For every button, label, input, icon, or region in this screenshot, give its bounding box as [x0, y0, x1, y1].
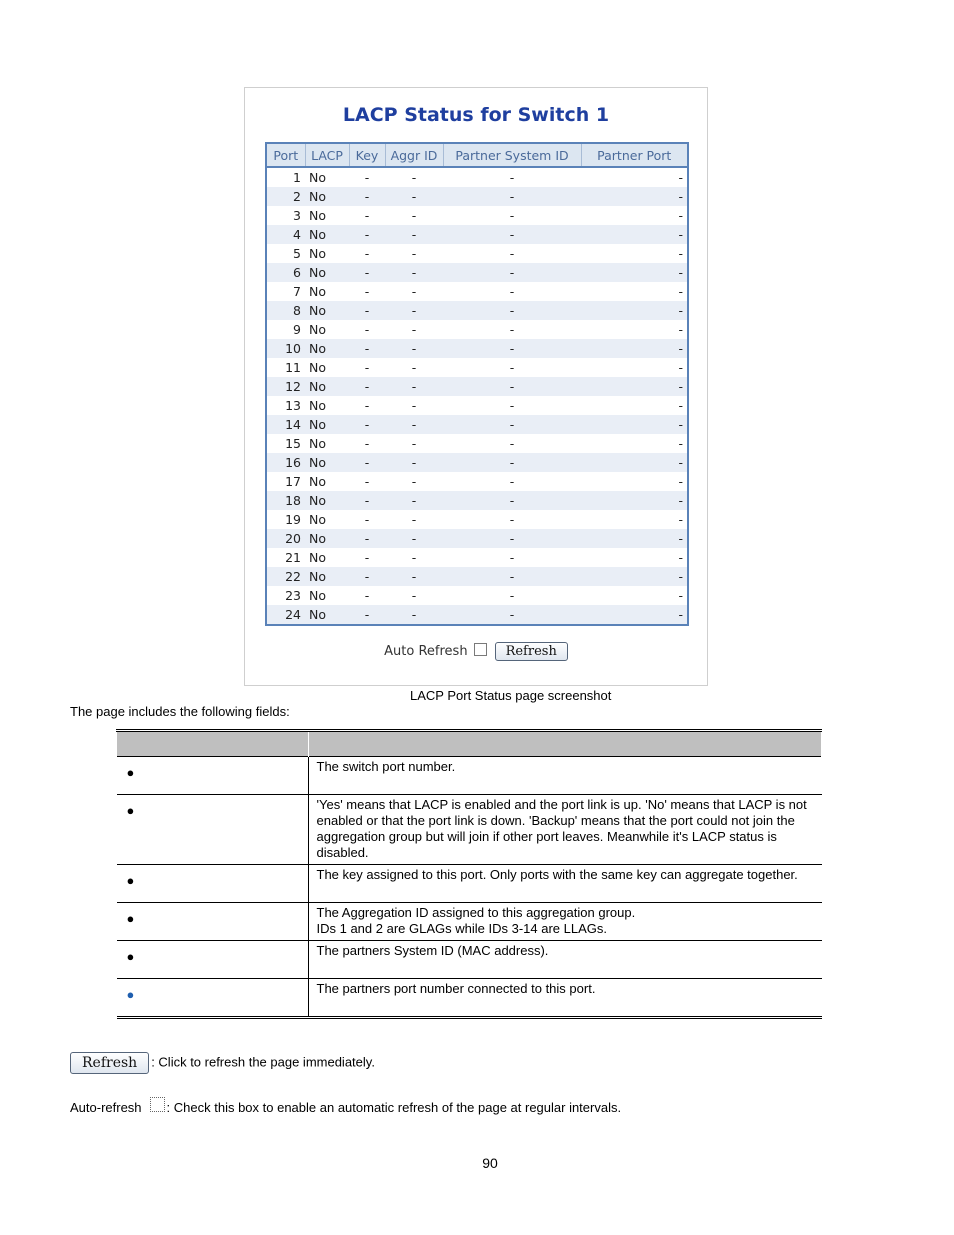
partner-port-cell: - [581, 339, 688, 358]
key-cell: - [349, 225, 385, 244]
partner-port-cell: - [678, 208, 683, 223]
field-row [117, 795, 822, 865]
table-row [266, 491, 688, 510]
port-cell: 14 [266, 415, 305, 434]
table-row [266, 167, 688, 187]
fields-header-object [117, 731, 309, 757]
partner-system-id-cell: - [443, 225, 581, 244]
port-cell: 11 [285, 360, 301, 375]
table-row [266, 605, 688, 625]
field-description: The switch port number. [308, 757, 822, 795]
key-cell: - [364, 322, 370, 337]
port-cell: 22 [266, 567, 305, 586]
lacp-cell: No [309, 208, 326, 223]
port-cell: 15 [285, 436, 301, 451]
key-cell: - [349, 529, 385, 548]
table-row [266, 187, 688, 206]
field-row [117, 979, 822, 1018]
auto-refresh-help-checkbox[interactable] [150, 1097, 165, 1112]
key-cell: - [349, 377, 385, 396]
aggr-id-cell: - [411, 512, 417, 527]
key-cell: - [349, 605, 385, 625]
key-cell: - [364, 360, 370, 375]
table-row [266, 358, 688, 377]
table-row [266, 263, 688, 282]
auto-refresh-help [70, 1100, 621, 1116]
aggr-id-cell: - [385, 301, 443, 320]
aggr-id-cell: - [411, 246, 417, 261]
table-row [266, 339, 688, 358]
aggr-id-cell: - [385, 377, 443, 396]
partner-port-cell: - [678, 170, 683, 185]
aggr-id-cell: - [411, 398, 417, 413]
aggr-id-cell: - [411, 436, 417, 451]
table-row [266, 206, 688, 225]
aggr-id-cell: - [411, 474, 417, 489]
partner-port-cell: - [581, 301, 688, 320]
partner-system-id-cell: - [443, 301, 581, 320]
lacp-cell: No [305, 415, 349, 434]
lacp-cell: No [309, 322, 326, 337]
aggr-id-cell: - [411, 550, 417, 565]
partner-system-id-cell: - [443, 415, 581, 434]
aggr-id-cell: - [385, 187, 443, 206]
field-description: 'Yes' means that LACP is enabled and the port link is up. 'No' means that LACP is not enabled or that the port link is down. 'Backup' means that the port could not join the aggregation group but will join if other port leaves. Meanwhile it's LACP status is disabled. [308, 795, 822, 865]
auto-refresh-label: Auto Refresh [384, 644, 468, 659]
screenshot-title: LACP Status for Switch 1 [342, 104, 610, 126]
key-cell: - [349, 415, 385, 434]
table-row [266, 453, 688, 472]
partner-system-id-cell: - [443, 491, 581, 510]
port-cell: 17 [285, 474, 301, 489]
port-cell: 5 [293, 246, 301, 261]
auto-refresh-help-label: Auto-refresh [70, 1100, 142, 1115]
fields-header [117, 731, 822, 757]
key-cell: - [364, 170, 370, 185]
partner-system-id-cell: - [443, 605, 581, 625]
refresh-help [70, 1052, 375, 1074]
table-row [266, 510, 688, 529]
key-cell: - [364, 588, 370, 603]
refresh-help-text: : Click to refresh the page immediately. [151, 1054, 375, 1070]
field-row [117, 757, 822, 795]
key-cell: - [364, 208, 370, 223]
partner-port-cell: - [678, 398, 683, 413]
port-cell: 3 [293, 208, 301, 223]
aggr-id-cell: - [411, 208, 417, 223]
key-cell: - [349, 453, 385, 472]
table-row [266, 396, 688, 415]
field-row [117, 865, 822, 903]
table-row [266, 586, 688, 605]
auto-refresh-help-text: : Check this box to enable an automatic refresh of the page at regular intervals. [166, 1100, 622, 1115]
field-description: The key assigned to this port. Only ports with the same key can aggregate together. [308, 865, 822, 903]
partner-port-cell: - [678, 474, 683, 489]
field-row [117, 903, 822, 941]
table-row [266, 244, 688, 263]
partner-system-id-cell: - [509, 246, 515, 261]
bullet-icon: ● [126, 765, 135, 780]
table-row [266, 225, 688, 244]
lacp-cell: No [305, 225, 349, 244]
port-cell: 7 [293, 284, 301, 299]
partner-port-cell: - [581, 377, 688, 396]
lacp-cell: No [309, 588, 326, 603]
aggr-id-cell: - [385, 529, 443, 548]
field-row [117, 941, 822, 979]
port-cell: 20 [266, 529, 305, 548]
lacp-cell: No [305, 263, 349, 282]
bullet-icon: ● [126, 949, 135, 964]
port-cell: 12 [266, 377, 305, 396]
aggr-id-cell: - [411, 170, 417, 185]
lacp-cell: No [309, 360, 326, 375]
refresh-help-button[interactable]: Refresh [70, 1052, 149, 1074]
lacp-cell: No [305, 339, 349, 358]
lacp-cell: No [305, 529, 349, 548]
col-partner-system-id: Partner System ID [443, 143, 581, 167]
partner-port-cell: - [581, 225, 688, 244]
partner-port-cell: - [678, 512, 683, 527]
key-cell: - [364, 436, 370, 451]
aggr-id-cell: - [385, 339, 443, 358]
partner-system-id-cell: - [509, 360, 515, 375]
aggr-id-cell: - [385, 263, 443, 282]
port-cell: 21 [285, 550, 301, 565]
partner-system-id-cell: - [443, 187, 581, 206]
table-row [266, 301, 688, 320]
partner-system-id-cell: - [509, 512, 515, 527]
table-row [266, 320, 688, 339]
aggr-id-cell: - [385, 491, 443, 510]
auto-refresh-checkbox[interactable] [474, 643, 487, 656]
bullet-icon: ● [126, 803, 135, 818]
partner-port-cell: - [678, 436, 683, 451]
partner-system-id-cell: - [443, 339, 581, 358]
lacp-table-header [266, 143, 688, 167]
partner-system-id-cell: - [509, 322, 515, 337]
lacp-cell: No [309, 398, 326, 413]
lacp-cell: No [305, 301, 349, 320]
key-cell: - [364, 284, 370, 299]
lacp-cell: No [309, 436, 326, 451]
partner-system-id-cell: - [509, 550, 515, 565]
field-description: The partners port number connected to this port. [308, 979, 822, 1018]
partner-port-cell: - [581, 263, 688, 282]
aggr-id-cell: - [385, 225, 443, 244]
aggr-id-cell: - [385, 567, 443, 586]
key-cell: - [349, 301, 385, 320]
aggr-id-cell: - [385, 453, 443, 472]
port-cell: 23 [285, 588, 301, 603]
figure-caption: LACP Port Status page screenshot [410, 688, 612, 703]
port-cell: 19 [285, 512, 301, 527]
partner-system-id-cell: - [443, 529, 581, 548]
partner-system-id-cell: - [509, 170, 515, 185]
port-cell: 2 [266, 187, 305, 206]
bullet-icon: ● [126, 873, 135, 888]
key-cell: - [364, 474, 370, 489]
partner-system-id-cell: - [509, 398, 515, 413]
fields-header-description [308, 731, 822, 757]
aggr-id-cell: - [411, 360, 417, 375]
field-description: The partners System ID (MAC address). [308, 941, 822, 979]
col-port: Port [266, 143, 305, 167]
key-cell: - [349, 491, 385, 510]
key-cell: - [349, 567, 385, 586]
col-key: Key [349, 143, 385, 167]
partner-port-cell: - [581, 529, 688, 548]
partner-port-cell: - [678, 550, 683, 565]
table-row [266, 548, 688, 567]
partner-system-id-cell: - [443, 377, 581, 396]
key-cell: - [364, 550, 370, 565]
intro-text: The page includes the following fields: [70, 704, 290, 719]
lacp-cell: No [305, 453, 349, 472]
table-row [266, 529, 688, 548]
port-cell: 6 [266, 263, 305, 282]
lacp-cell: No [305, 377, 349, 396]
partner-port-cell: - [678, 360, 683, 375]
port-cell: 4 [266, 225, 305, 244]
partner-port-cell: - [581, 453, 688, 472]
aggr-id-cell: - [385, 605, 443, 625]
partner-system-id-cell: - [443, 263, 581, 282]
col-partner-port: Partner Port [581, 143, 688, 167]
port-cell: 10 [266, 339, 305, 358]
lacp-cell: No [309, 170, 326, 185]
partner-port-cell: - [581, 491, 688, 510]
table-row [266, 472, 688, 491]
field-description: The Aggregation ID assigned to this aggregation group. IDs 1 and 2 are GLAGs while IDs 3-14 are LLAGs. [308, 903, 822, 941]
partner-port-cell: - [678, 588, 683, 603]
key-cell: - [364, 246, 370, 261]
partner-port-cell: - [581, 415, 688, 434]
col-aggr-id: Aggr ID [385, 143, 443, 167]
key-cell: - [349, 263, 385, 282]
partner-port-cell: - [678, 246, 683, 261]
key-cell: - [349, 339, 385, 358]
table-row [266, 282, 688, 301]
aggr-id-cell: - [411, 322, 417, 337]
aggr-id-cell: - [411, 284, 417, 299]
partner-system-id-cell: - [443, 453, 581, 472]
port-cell: 24 [266, 605, 305, 625]
table-row [266, 434, 688, 453]
partner-port-cell: - [581, 567, 688, 586]
partner-system-id-cell: - [509, 588, 515, 603]
partner-system-id-cell: - [443, 567, 581, 586]
lacp-cell: No [305, 491, 349, 510]
fields-table [116, 729, 822, 1019]
refresh-button[interactable]: Refresh [495, 642, 568, 661]
partner-system-id-cell: - [509, 208, 515, 223]
aggr-id-cell: - [385, 415, 443, 434]
lacp-cell: No [309, 246, 326, 261]
port-cell: 16 [266, 453, 305, 472]
lacp-cell: No [309, 474, 326, 489]
port-cell: 13 [285, 398, 301, 413]
key-cell: - [364, 512, 370, 527]
port-cell: 9 [293, 322, 301, 337]
port-cell: 18 [266, 491, 305, 510]
key-cell: - [364, 398, 370, 413]
table-row [266, 567, 688, 586]
port-cell: 1 [293, 170, 301, 185]
lacp-cell: No [305, 567, 349, 586]
port-cell: 8 [266, 301, 305, 320]
lacp-cell: No [309, 550, 326, 565]
partner-port-cell: - [678, 284, 683, 299]
lacp-cell: No [309, 284, 326, 299]
partner-system-id-cell: - [509, 284, 515, 299]
partner-system-id-cell: - [509, 474, 515, 489]
lacp-cell: No [309, 512, 326, 527]
lacp-table-body [266, 167, 688, 625]
lacp-cell: No [305, 605, 349, 625]
partner-system-id-cell: - [509, 436, 515, 451]
col-lacp: LACP [305, 143, 349, 167]
page-number: 90 [482, 1155, 498, 1171]
refresh-controls [245, 642, 707, 661]
table-row [266, 377, 688, 396]
table-row [266, 415, 688, 434]
bullet-icon: ● [126, 987, 135, 1002]
partner-port-cell: - [581, 605, 688, 625]
key-cell: - [349, 187, 385, 206]
partner-port-cell: - [581, 187, 688, 206]
lacp-status-table [265, 142, 689, 626]
lacp-cell: No [305, 187, 349, 206]
aggr-id-cell: - [411, 588, 417, 603]
bullet-icon: ● [126, 911, 135, 926]
partner-port-cell: - [678, 322, 683, 337]
screenshot-frame [244, 87, 708, 686]
